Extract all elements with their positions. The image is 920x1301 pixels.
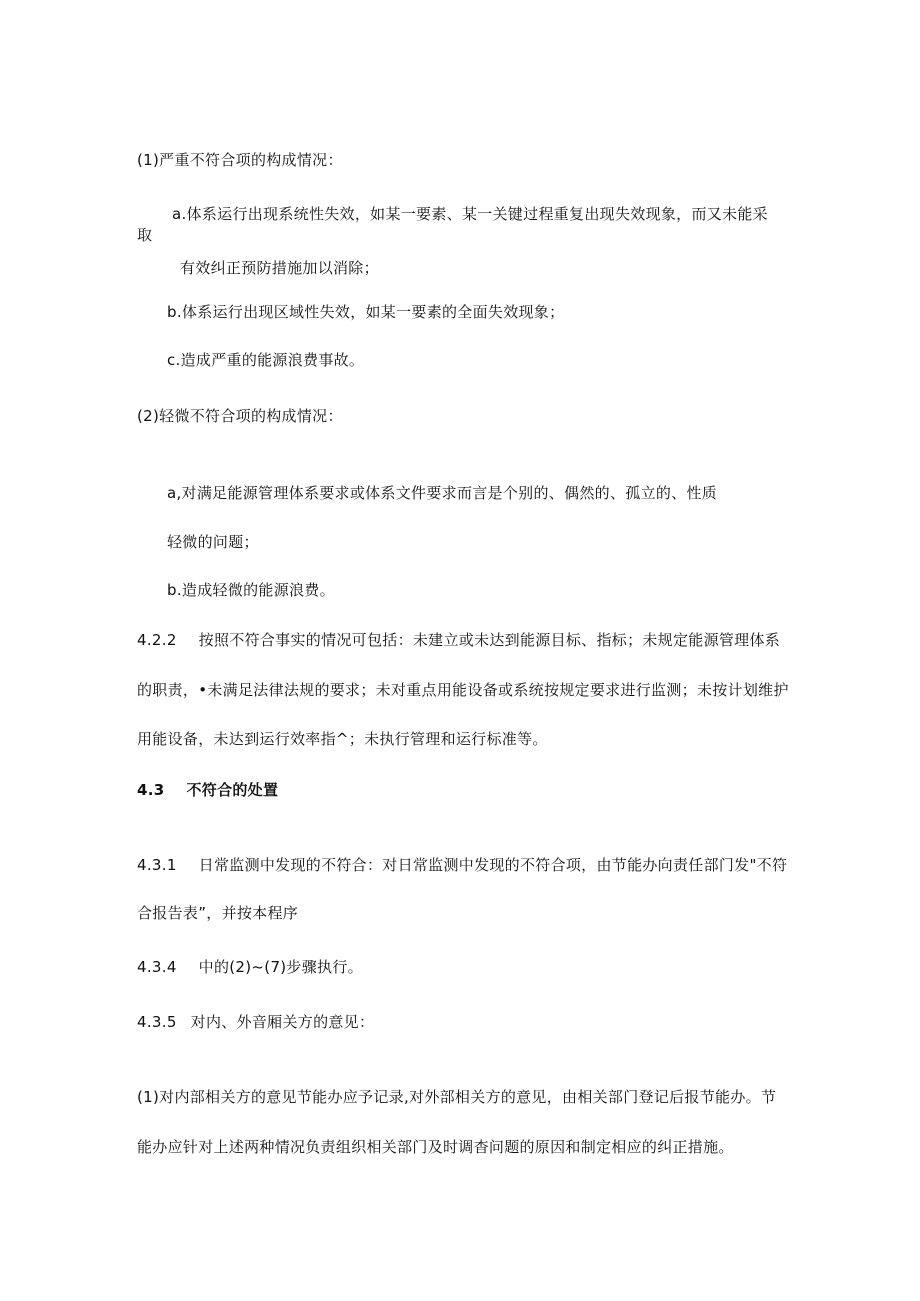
serious-item-b: b.体系运行出现区域性失效，如某一要素的全面失效现象； [167,303,565,321]
section-4-2-2-line2: 的职责，•未满足法律法规的要求；未对重点用能设备或系统按规定要求进行监测；未按计划维护 [137,681,789,699]
minor-item-a-line2: 轻微的问题； [167,533,259,551]
section-text: 对内、外音厢关方的意见： [190,1013,375,1031]
serious-nonconformity-heading: (1)严重不符合项的构成情况： [137,151,343,169]
minor-nonconformity-heading: (2)轻微不符合项的构成情况： [137,407,343,425]
section-4-3-1-line2: 合报告表”，并按本程序 [137,904,299,922]
section-4-2-2-line1 [137,630,780,650]
section-number: 4.3.4 [137,958,177,976]
section-4-3-4 [137,957,363,977]
section-4-3-1-line1 [137,855,787,875]
section-text: 日常监测中发现的不符合：对日常监测中发现的不符合项，由节能办向责任部门发"不符 [198,856,788,874]
stakeholder-opinion-line2: 能办应针对上述两种情况负责组织相关部门及时调杳问题的原因和制定相应的纠正措施。 [137,1138,734,1156]
serious-item-c: c.造成严重的能源浪费事故。 [167,351,365,369]
serious-item-a-line1: a.体系运行出现系统性失效，如某一要素、某一关键过程重复出现失效现象，而又未能采 [172,205,768,223]
stakeholder-opinion-line1: (1)对内部相关方的意见节能办应予记录,对外部相关方的意见，由相关部门登记后报节能办。节 [137,1088,777,1106]
minor-item-a-line1: a,对满足能源管理体系要求或体系文件要求而言是个别的、偶然的、孤立的、性质 [167,484,718,502]
section-4-2-2-line3: 用能设备，未达到运行效率指^；未执行管理和运行标准等。 [137,730,548,748]
section-4-3-heading [137,780,278,800]
section-text: 按照不符合事实的情况可包括：未建立或未达到能源目标、指标；未规定能源管理体系 [198,631,781,649]
section-text: 中的(2)~(7)步骤执行。 [198,958,363,976]
section-number: 4.3.1 [137,856,177,874]
section-number: 4.3.5 [137,1013,177,1031]
section-number: 4.3 [137,781,165,799]
section-number: 4.2.2 [137,631,177,649]
section-title: 不符合的处置 [186,781,279,799]
minor-item-b: b.造成轻微的能源浪费。 [167,581,335,599]
serious-item-a-line3: 有效纠正预防措施加以消除； [180,259,379,277]
section-4-3-5 [137,1012,374,1032]
serious-item-a-line2: 取 [137,226,153,244]
